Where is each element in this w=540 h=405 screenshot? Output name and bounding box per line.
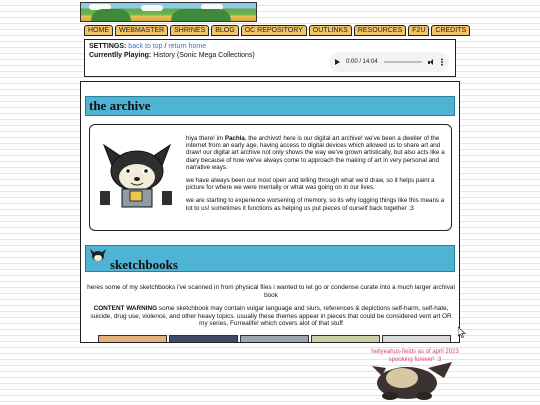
- content-warning: [87, 305, 455, 328]
- back-to-top-link[interactable]: back to top: [128, 43, 163, 50]
- nav-shrines[interactable]: SHRINES: [170, 25, 209, 36]
- nav-oc-repository[interactable]: OC REPOSITORY: [241, 25, 307, 36]
- banner-cloud: [141, 5, 163, 11]
- now-playing-label: Currentlly Playing:: [89, 51, 152, 59]
- progress-track[interactable]: [384, 61, 422, 63]
- player-time: 0:00 / 14:04: [346, 58, 378, 65]
- intro-name: Pachla: [224, 135, 245, 142]
- nav-home[interactable]: HOME: [84, 25, 113, 36]
- site-banner: [80, 2, 257, 22]
- intro-post: , the archivst! here is our digital art archive! we've been a dweller of the internet from an early age, having access to digital devices which allowed us to share art and draw! our digital art archive not only shows the way we've grown artistically, but also acts like a diary because of how we've always come to approach the making of art in very personal and narrative ways.: [186, 135, 445, 171]
- sketchbook-thumbnail[interactable]: [98, 335, 167, 343]
- pachla-character-image: [94, 135, 180, 211]
- main-nav: [84, 25, 470, 36]
- settings-line: [89, 43, 451, 52]
- sketchbooks-description: heres some of my sketchbooks i've scanned in from physical files i wanted to let go or condense curate into a much larger archival book: [87, 284, 455, 299]
- dog-head-icon: [89, 247, 107, 263]
- intro-pre: hiya there! im: [186, 135, 225, 142]
- link-separator: /: [162, 43, 169, 50]
- mouse-cursor-icon: [458, 327, 466, 338]
- banner-hill: [91, 9, 131, 21]
- sketchbooks-title: sketchbooks: [110, 257, 178, 272]
- settings-bar: [84, 39, 456, 77]
- nav-outlinks[interactable]: OUTLINKS: [309, 25, 352, 36]
- nav-blog[interactable]: BLOG: [211, 25, 238, 36]
- mascot-caption-line-1: hellyeahus-fields as of april 2023: [371, 349, 459, 355]
- more-options-icon[interactable]: [441, 58, 443, 66]
- nav-credits[interactable]: CREDITS: [431, 25, 470, 36]
- now-playing-value: History (Sonic Mega Collections): [153, 51, 255, 59]
- sketchbooks-header: [85, 245, 455, 272]
- mascot-caption-line-2: spooking furever! :3: [388, 357, 442, 363]
- main-panel: [80, 81, 460, 343]
- nav-resources[interactable]: RESOURCES: [354, 25, 406, 36]
- play-icon[interactable]: [335, 59, 340, 65]
- nav-f2u[interactable]: F2U: [408, 25, 429, 36]
- content-warning-text: some sketchbook may contain vulgar language and slurs, references & depictions self-harm, self-hate, suicide, drug use, violence, and other heavy topics. usually these themes appear in pieces that could be considered vent art OR my series, Furrealife! which covers alot of that stuff: [90, 305, 452, 327]
- return-home-link[interactable]: return home: [168, 43, 207, 50]
- sketchbook-thumbnail[interactable]: [169, 335, 238, 343]
- intro-box: [89, 124, 452, 231]
- audio-player[interactable]: [329, 52, 449, 72]
- sketchbook-thumbnail[interactable]: [240, 335, 309, 343]
- archive-title: the archive: [89, 98, 151, 113]
- content-warning-label: CONTENT WARNING: [93, 305, 158, 312]
- settings-label: SETTINGS:: [89, 43, 127, 50]
- banner-hill: [171, 9, 231, 21]
- intro-paragraph-2: we have always been our most open and telling through what we'd draw, so it helps paint a picture for where we were mentally or what was going on in our lives.: [186, 177, 435, 192]
- mascot-caption: [370, 348, 460, 364]
- archive-header: [85, 96, 455, 116]
- volume-icon[interactable]: [428, 59, 435, 65]
- intro-paragraph-3: we are starting to experience worsening of memory, so its why logging things like this means a lot to us! sometimes it functions as helping us put pieces of ourself back together :3: [186, 197, 445, 212]
- nav-webmaster[interactable]: WEBMASTER: [115, 25, 168, 36]
